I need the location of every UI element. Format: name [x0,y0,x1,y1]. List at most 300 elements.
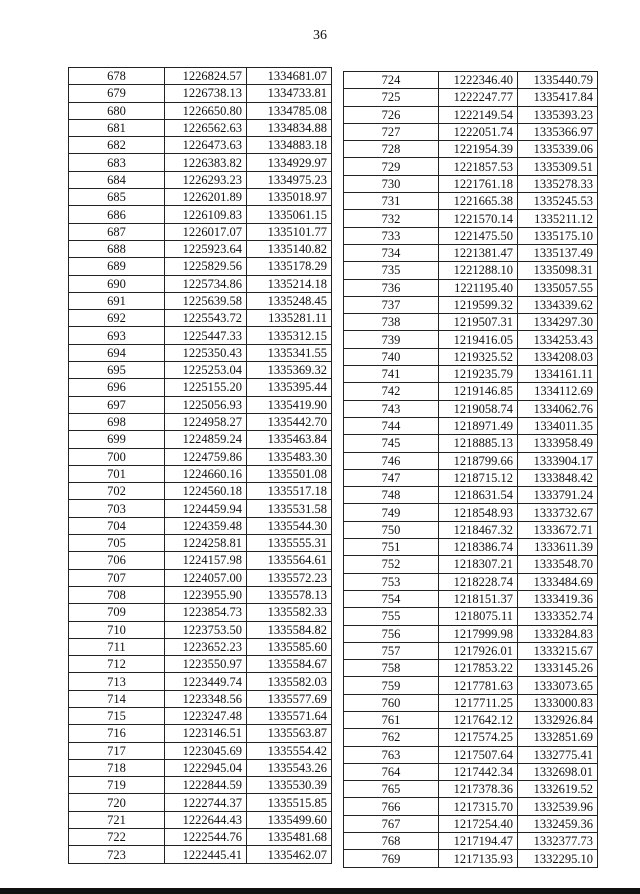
table-row [69,569,332,586]
coordinates-table-right [343,71,598,868]
x-coordinate-cell: 1217507.64 [439,746,518,763]
y-coordinate-cell: 1335481.68 [247,829,332,846]
table-row [69,586,332,603]
x-coordinate-cell: 1224157.98 [165,552,247,569]
table-row [69,344,332,361]
point-number-cell: 723 [69,846,165,863]
y-coordinate-cell: 1335555.31 [247,535,332,552]
y-coordinate-cell: 1335341.55 [247,344,332,361]
y-coordinate-cell: 1335140.82 [247,240,332,257]
table-row [344,227,598,244]
point-number-cell: 689 [69,258,165,275]
point-number-cell: 688 [69,240,165,257]
point-number-cell: 733 [344,227,439,244]
x-coordinate-cell: 1217781.63 [439,677,518,694]
table-row [69,846,332,863]
y-coordinate-cell: 1335214.18 [247,275,332,292]
point-number-cell: 746 [344,452,439,469]
table-row [69,552,332,569]
x-coordinate-cell: 1225543.72 [165,310,247,327]
table-row [69,725,332,742]
table-row [344,366,598,383]
point-number-cell: 741 [344,366,439,383]
x-coordinate-cell: 1226383.82 [165,154,247,171]
y-coordinate-cell: 1335101.77 [247,223,332,240]
point-number-cell: 687 [69,223,165,240]
point-number-cell: 712 [69,656,165,673]
y-coordinate-cell: 1335278.33 [518,175,598,192]
point-number-cell: 695 [69,362,165,379]
point-number-cell: 742 [344,383,439,400]
table-row [344,781,598,798]
point-number-cell: 740 [344,348,439,365]
table-row [69,171,332,188]
x-coordinate-cell: 1221570.14 [439,210,518,227]
point-number-cell: 707 [69,569,165,586]
point-number-cell: 711 [69,638,165,655]
y-coordinate-cell: 1335248.45 [247,292,332,309]
y-coordinate-cell: 1335483.30 [247,448,332,465]
table-row [344,763,598,780]
x-coordinate-cell: 1222644.43 [165,811,247,828]
table-row [344,815,598,832]
scan-bottom-edge [0,888,640,894]
y-coordinate-cell: 1335442.70 [247,413,332,430]
x-coordinate-cell: 1219416.05 [439,331,518,348]
x-coordinate-cell: 1218307.21 [439,556,518,573]
point-number-cell: 685 [69,189,165,206]
point-number-cell: 694 [69,344,165,361]
point-number-cell: 699 [69,431,165,448]
table-row [69,223,332,240]
point-number-cell: 751 [344,539,439,556]
y-coordinate-cell: 1335057.55 [518,279,598,296]
y-coordinate-cell: 1332619.52 [518,781,598,798]
table-row [69,656,332,673]
coordinates-table-left [68,67,332,864]
x-coordinate-cell: 1223753.50 [165,621,247,638]
table-row [344,850,598,867]
y-coordinate-cell: 1332775.41 [518,746,598,763]
point-number-cell: 693 [69,327,165,344]
point-number-cell: 759 [344,677,439,694]
y-coordinate-cell: 1335369.32 [247,362,332,379]
point-number-cell: 717 [69,742,165,759]
point-number-cell: 679 [69,85,165,102]
table-row [344,158,598,175]
x-coordinate-cell: 1217853.22 [439,660,518,677]
table-row [69,759,332,776]
y-coordinate-cell: 1333145.26 [518,660,598,677]
x-coordinate-cell: 1224359.48 [165,517,247,534]
point-number-cell: 754 [344,590,439,607]
x-coordinate-cell: 1225056.93 [165,396,247,413]
y-coordinate-cell: 1334208.03 [518,348,598,365]
table-row [69,413,332,430]
x-coordinate-cell: 1219235.79 [439,366,518,383]
y-coordinate-cell: 1333484.69 [518,573,598,590]
y-coordinate-cell: 1335211.12 [518,210,598,227]
point-number-cell: 680 [69,102,165,119]
x-coordinate-cell: 1225155.20 [165,379,247,396]
point-number-cell: 701 [69,465,165,482]
table-row [344,383,598,400]
x-coordinate-cell: 1217442.34 [439,763,518,780]
table-row [69,102,332,119]
point-number-cell: 734 [344,244,439,261]
table-row [69,621,332,638]
point-number-cell: 709 [69,604,165,621]
table-row [344,625,598,642]
x-coordinate-cell: 1223045.69 [165,742,247,759]
table-row [69,396,332,413]
x-coordinate-cell: 1217315.70 [439,798,518,815]
y-coordinate-cell: 1333904.17 [518,452,598,469]
table-row [69,448,332,465]
table-row [344,504,598,521]
y-coordinate-cell: 1334253.43 [518,331,598,348]
x-coordinate-cell: 1217642.12 [439,711,518,728]
x-coordinate-cell: 1226201.89 [165,189,247,206]
x-coordinate-cell: 1217135.93 [439,850,518,867]
table-row [344,89,598,106]
x-coordinate-cell: 1225447.33 [165,327,247,344]
table-row [344,279,598,296]
y-coordinate-cell: 1335544.30 [247,517,332,534]
point-number-cell: 752 [344,556,439,573]
y-coordinate-cell: 1335515.85 [247,794,332,811]
y-coordinate-cell: 1335395.44 [247,379,332,396]
x-coordinate-cell: 1223652.23 [165,638,247,655]
y-coordinate-cell: 1334011.35 [518,417,598,434]
point-number-cell: 692 [69,310,165,327]
x-coordinate-cell: 1217999.98 [439,625,518,642]
x-coordinate-cell: 1226293.23 [165,171,247,188]
x-coordinate-cell: 1223550.97 [165,656,247,673]
table-row [69,829,332,846]
x-coordinate-cell: 1226562.63 [165,119,247,136]
x-coordinate-cell: 1224859.24 [165,431,247,448]
point-number-cell: 704 [69,517,165,534]
table-row [344,417,598,434]
table-row [69,500,332,517]
table-row [344,556,598,573]
y-coordinate-cell: 1334297.30 [518,314,598,331]
point-number-cell: 714 [69,690,165,707]
y-coordinate-cell: 1335309.51 [518,158,598,175]
x-coordinate-cell: 1224560.18 [165,483,247,500]
table-row [344,573,598,590]
x-coordinate-cell: 1225639.58 [165,292,247,309]
point-number-cell: 683 [69,154,165,171]
x-coordinate-cell: 1222544.76 [165,829,247,846]
x-coordinate-cell: 1219507.31 [439,314,518,331]
point-number-cell: 758 [344,660,439,677]
y-coordinate-cell: 1335572.23 [247,569,332,586]
x-coordinate-cell: 1219325.52 [439,348,518,365]
table-row [344,590,598,607]
x-coordinate-cell: 1224759.86 [165,448,247,465]
table-row [344,729,598,746]
y-coordinate-cell: 1332459.36 [518,815,598,832]
point-number-cell: 728 [344,141,439,158]
table-row [69,777,332,794]
point-number-cell: 720 [69,794,165,811]
x-coordinate-cell: 1217254.40 [439,815,518,832]
x-coordinate-cell: 1219146.85 [439,383,518,400]
y-coordinate-cell: 1335281.11 [247,310,332,327]
point-number-cell: 731 [344,193,439,210]
point-number-cell: 739 [344,331,439,348]
x-coordinate-cell: 1226824.57 [165,68,247,85]
x-coordinate-cell: 1219599.32 [439,296,518,313]
x-coordinate-cell: 1218885.13 [439,435,518,452]
y-coordinate-cell: 1335582.03 [247,673,332,690]
table-row [69,206,332,223]
y-coordinate-cell: 1334161.11 [518,366,598,383]
table-row [344,677,598,694]
x-coordinate-cell: 1221857.53 [439,158,518,175]
y-coordinate-cell: 1334975.23 [247,171,332,188]
x-coordinate-cell: 1217711.25 [439,694,518,711]
y-coordinate-cell: 1332851.69 [518,729,598,746]
point-number-cell: 705 [69,535,165,552]
point-number-cell: 691 [69,292,165,309]
y-coordinate-cell: 1334733.81 [247,85,332,102]
table-row [69,707,332,724]
y-coordinate-cell: 1335463.84 [247,431,332,448]
y-coordinate-cell: 1335563.87 [247,725,332,742]
point-number-cell: 690 [69,275,165,292]
point-number-cell: 715 [69,707,165,724]
table-row [344,435,598,452]
x-coordinate-cell: 1221761.18 [439,175,518,192]
table-row [69,604,332,621]
table-row [69,465,332,482]
x-coordinate-cell: 1222844.59 [165,777,247,794]
x-coordinate-cell: 1222945.04 [165,759,247,776]
y-coordinate-cell: 1335584.67 [247,656,332,673]
x-coordinate-cell: 1217194.47 [439,833,518,850]
x-coordinate-cell: 1226650.80 [165,102,247,119]
y-coordinate-cell: 1335178.29 [247,258,332,275]
y-coordinate-cell: 1335517.18 [247,483,332,500]
x-coordinate-cell: 1218075.11 [439,608,518,625]
y-coordinate-cell: 1332539.96 [518,798,598,815]
table-row [69,690,332,707]
point-number-cell: 710 [69,621,165,638]
point-number-cell: 757 [344,642,439,659]
table-row [69,292,332,309]
x-coordinate-cell: 1218386.74 [439,539,518,556]
table-row [69,638,332,655]
y-coordinate-cell: 1333215.67 [518,642,598,659]
x-coordinate-cell: 1217378.36 [439,781,518,798]
point-number-cell: 696 [69,379,165,396]
y-coordinate-cell: 1333352.74 [518,608,598,625]
y-coordinate-cell: 1335564.61 [247,552,332,569]
page-number: 36 [313,28,327,43]
table-row [344,452,598,469]
x-coordinate-cell: 1225253.04 [165,362,247,379]
y-coordinate-cell: 1335577.69 [247,690,332,707]
y-coordinate-cell: 1335417.84 [518,89,598,106]
table-row [69,189,332,206]
table-row [344,106,598,123]
table-row [344,400,598,417]
y-coordinate-cell: 1335061.15 [247,206,332,223]
x-coordinate-cell: 1224258.81 [165,535,247,552]
table-row [344,469,598,486]
x-coordinate-cell: 1218715.12 [439,469,518,486]
table-row [69,327,332,344]
point-number-cell: 703 [69,500,165,517]
table-row [344,210,598,227]
table-row [69,742,332,759]
table-row [344,296,598,313]
table-row [69,68,332,85]
x-coordinate-cell: 1222744.37 [165,794,247,811]
y-coordinate-cell: 1335366.97 [518,123,598,140]
x-coordinate-cell: 1218228.74 [439,573,518,590]
point-number-cell: 766 [344,798,439,815]
point-number-cell: 681 [69,119,165,136]
y-coordinate-cell: 1335339.06 [518,141,598,158]
point-number-cell: 716 [69,725,165,742]
y-coordinate-cell: 1332295.10 [518,850,598,867]
table-row [344,314,598,331]
table-row [344,141,598,158]
x-coordinate-cell: 1223955.90 [165,586,247,603]
y-coordinate-cell: 1334929.97 [247,154,332,171]
point-number-cell: 767 [344,815,439,832]
point-number-cell: 738 [344,314,439,331]
y-coordinate-cell: 1334339.62 [518,296,598,313]
y-coordinate-cell: 1335393.23 [518,106,598,123]
y-coordinate-cell: 1335582.33 [247,604,332,621]
y-coordinate-cell: 1335137.49 [518,244,598,261]
table-row [69,535,332,552]
table-row [69,119,332,136]
table-row [344,608,598,625]
point-number-cell: 748 [344,487,439,504]
x-coordinate-cell: 1225734.86 [165,275,247,292]
x-coordinate-cell: 1224057.00 [165,569,247,586]
table-row [344,694,598,711]
x-coordinate-cell: 1222051.74 [439,123,518,140]
y-coordinate-cell: 1335098.31 [518,262,598,279]
y-coordinate-cell: 1333611.39 [518,539,598,556]
table-row [69,811,332,828]
point-number-cell: 718 [69,759,165,776]
point-number-cell: 713 [69,673,165,690]
y-coordinate-cell: 1334062.76 [518,400,598,417]
x-coordinate-cell: 1218799.66 [439,452,518,469]
y-coordinate-cell: 1334834.88 [247,119,332,136]
point-number-cell: 686 [69,206,165,223]
point-number-cell: 730 [344,175,439,192]
x-coordinate-cell: 1219058.74 [439,400,518,417]
point-number-cell: 722 [69,829,165,846]
point-number-cell: 729 [344,158,439,175]
table-row [344,642,598,659]
point-number-cell: 682 [69,137,165,154]
y-coordinate-cell: 1335531.58 [247,500,332,517]
y-coordinate-cell: 1333000.83 [518,694,598,711]
point-number-cell: 737 [344,296,439,313]
table-row [344,833,598,850]
table-row [69,517,332,534]
table-row [69,85,332,102]
y-coordinate-cell: 1333958.49 [518,435,598,452]
table-row [344,72,598,89]
table-row [69,258,332,275]
x-coordinate-cell: 1226109.83 [165,206,247,223]
y-coordinate-cell: 1333791.24 [518,487,598,504]
point-number-cell: 760 [344,694,439,711]
point-number-cell: 763 [344,746,439,763]
y-coordinate-cell: 1335175.10 [518,227,598,244]
x-coordinate-cell: 1223146.51 [165,725,247,742]
table-row [69,137,332,154]
y-coordinate-cell: 1335543.26 [247,759,332,776]
x-coordinate-cell: 1224660.16 [165,465,247,482]
table-row [69,483,332,500]
table-row [69,431,332,448]
x-coordinate-cell: 1218548.93 [439,504,518,521]
table-row [69,240,332,257]
x-coordinate-cell: 1225923.64 [165,240,247,257]
table-row [69,379,332,396]
x-coordinate-cell: 1218467.32 [439,521,518,538]
x-coordinate-cell: 1225350.43 [165,344,247,361]
table-row [344,521,598,538]
x-coordinate-cell: 1221288.10 [439,262,518,279]
point-number-cell: 719 [69,777,165,794]
x-coordinate-cell: 1221665.38 [439,193,518,210]
y-coordinate-cell: 1332926.84 [518,711,598,728]
y-coordinate-cell: 1335312.15 [247,327,332,344]
table-row [69,310,332,327]
x-coordinate-cell: 1222247.77 [439,89,518,106]
y-coordinate-cell: 1335571.64 [247,707,332,724]
point-number-cell: 768 [344,833,439,850]
x-coordinate-cell: 1226738.13 [165,85,247,102]
table-row [344,175,598,192]
point-number-cell: 743 [344,400,439,417]
table-row [344,331,598,348]
x-coordinate-cell: 1217574.25 [439,729,518,746]
table-row [69,673,332,690]
point-number-cell: 721 [69,811,165,828]
y-coordinate-cell: 1334883.18 [247,137,332,154]
point-number-cell: 753 [344,573,439,590]
table-row [344,262,598,279]
table-row [69,362,332,379]
x-coordinate-cell: 1222149.54 [439,106,518,123]
x-coordinate-cell: 1223449.74 [165,673,247,690]
x-coordinate-cell: 1221381.47 [439,244,518,261]
y-coordinate-cell: 1335584.82 [247,621,332,638]
point-number-cell: 747 [344,469,439,486]
y-coordinate-cell: 1335578.13 [247,586,332,603]
y-coordinate-cell: 1335440.79 [518,72,598,89]
table-row [344,746,598,763]
point-number-cell: 698 [69,413,165,430]
point-number-cell: 745 [344,435,439,452]
table-row [344,193,598,210]
y-coordinate-cell: 1332698.01 [518,763,598,780]
